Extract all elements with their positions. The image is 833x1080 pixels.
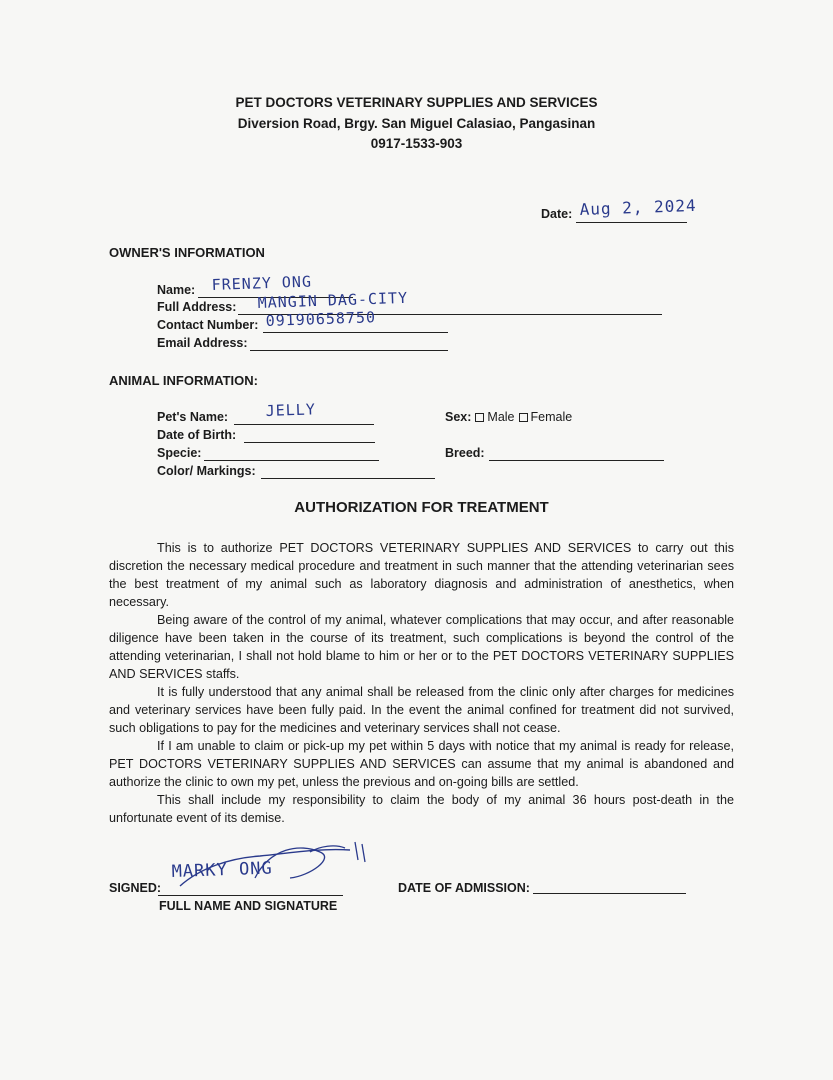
sex-label: Sex: — [445, 410, 472, 424]
authorization-paragraph-1: This is to authorize PET DOCTORS VETERINARY SUPPLIES AND SERVICES to carry out this discretion the necessary medical procedure and treatment in such manner that the attending veterinarian sees the best treatment of my animal such as laboratory diagnosis and administration of anesthetics, when necessary. — [109, 541, 734, 609]
authorization-paragraph-4: If I am unable to claim or pick-up my pet within 5 days with notice that my animal is ready for release, PET DOCTORS VETERINARY SUPPLIES AND SERVICES can assume that my animal is abandoned and authorize the clinic to own my pet, unless the previous and on-going bills are settled. — [109, 739, 734, 789]
color-markings-field[interactable] — [261, 478, 435, 479]
sex-female-label: Female — [530, 410, 573, 424]
date-field-line[interactable] — [576, 222, 687, 223]
color-markings-label: Color/ Markings: — [157, 464, 256, 478]
authorization-title: AUTHORIZATION FOR TREATMENT — [294, 499, 549, 516]
date-of-admission-label: DATE OF ADMISSION: — [398, 881, 530, 895]
signature-name-value: MARKY ONG — [171, 858, 274, 882]
contact-number-field[interactable] — [263, 332, 448, 333]
sex-male-label: Male — [487, 410, 515, 424]
owner-section-title: OWNER'S INFORMATION — [109, 245, 265, 260]
date-label: Date: — [541, 207, 573, 221]
owner-name-label: Name: — [157, 283, 196, 297]
pet-name-field[interactable] — [234, 424, 374, 425]
authorization-paragraph-2: Being aware of the control of my animal, whatever complications that may occur, and after reasonable diligence have been taken in the course of its treatment, such complications is beyond the control of the attending veterinarian, I shall not hold blame to him or her or to the PET DOCTORS VETERINARY SUPPLIES AND SERVICES staffs. — [109, 613, 734, 681]
clinic-address: Diversion Road, Brgy. San Miguel Calasiao, Pangasinan — [237, 116, 596, 131]
contact-number-value: 09190658750 — [265, 308, 377, 330]
specie-field[interactable] — [204, 460, 379, 461]
owner-name-value: FRENZY ONG — [211, 272, 313, 294]
clinic-name: PET DOCTORS VETERINARY SUPPLIES AND SERVICES — [235, 95, 598, 110]
animal-section-title: ANIMAL INFORMATION: — [109, 373, 258, 388]
pet-name-value: JELLY — [265, 400, 317, 420]
signature-caption: FULL NAME AND SIGNATURE — [159, 899, 338, 913]
contact-number-label: Contact Number: — [157, 318, 259, 332]
breed-field[interactable] — [489, 460, 664, 461]
dob-field[interactable] — [244, 442, 375, 443]
full-address-value: MANGIN DAG-CITY — [257, 288, 409, 312]
sex-row — [445, 410, 572, 424]
date-of-admission-field[interactable] — [533, 893, 686, 894]
dob-label: Date of Birth: — [157, 428, 237, 442]
authorization-paragraph-3: It is fully understood that any animal shall be released from the clinic only after charges for medicines and veterinary services have been fully paid. In the event the animal confined for treatment did not survived, such obligations to pay for the medicines and veterinary services shall not cease. — [109, 685, 734, 735]
authorization-paragraph-5: This shall include my responsibility to claim the body of my animal 36 hours post-death in the unfortunate event of its demise. — [109, 793, 734, 825]
signature-scribble — [160, 838, 380, 898]
sex-male-checkbox[interactable] — [475, 413, 484, 422]
date-value: Aug 2, 2024 — [579, 195, 697, 219]
signed-label: SIGNED: — [109, 881, 162, 895]
email-field[interactable] — [250, 350, 448, 351]
sex-female-checkbox[interactable] — [519, 413, 528, 422]
pet-name-label: Pet's Name: — [157, 410, 229, 424]
email-label: Email Address: — [157, 336, 248, 350]
full-address-label: Full Address: — [157, 300, 237, 314]
specie-label: Specie: — [157, 446, 202, 460]
breed-label: Breed: — [445, 446, 485, 460]
clinic-phone: 0917-1533-903 — [370, 136, 463, 151]
